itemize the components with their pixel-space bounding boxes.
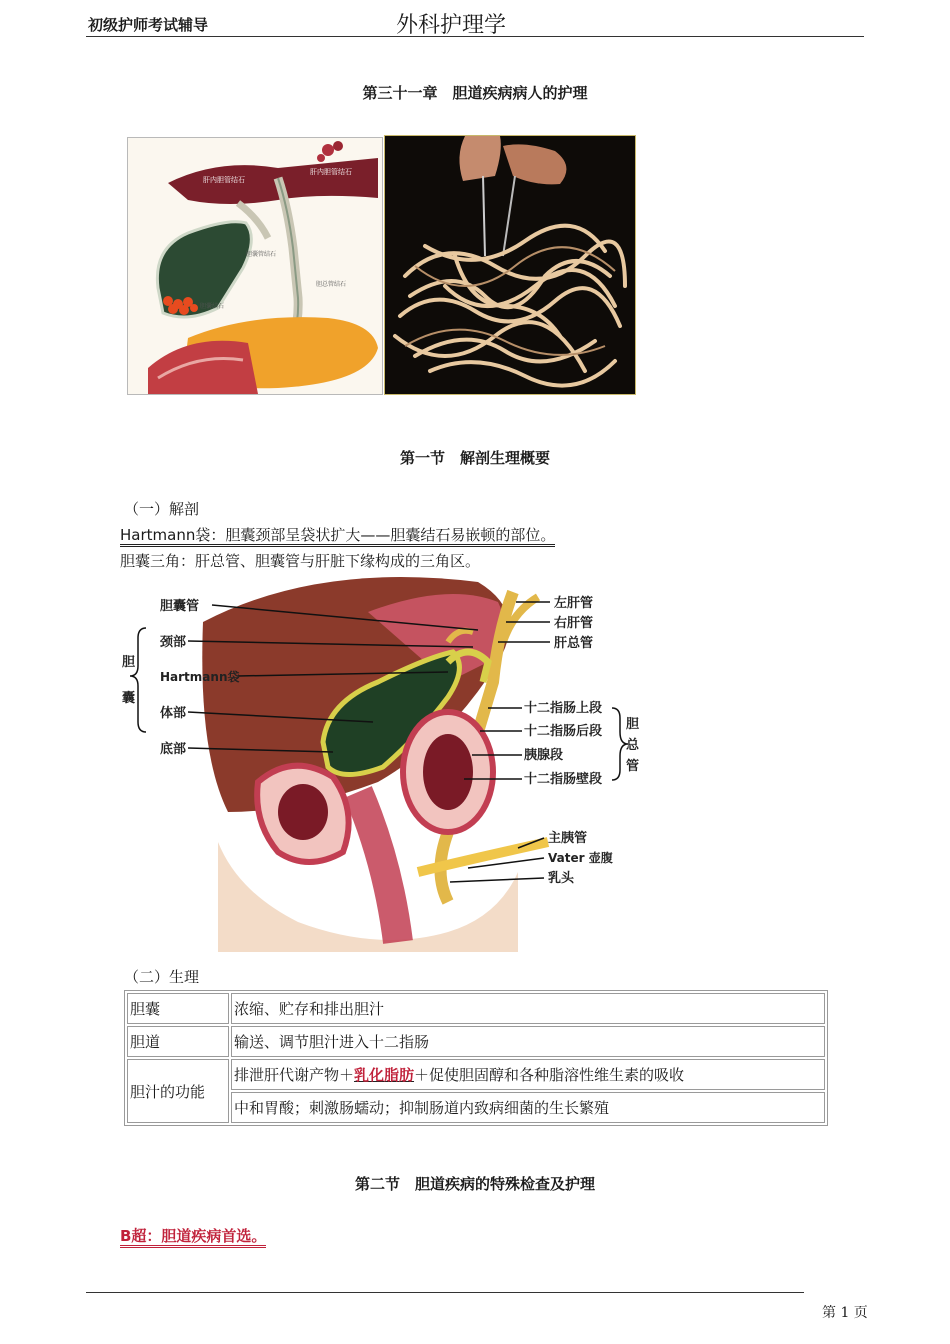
table-row [127, 1059, 825, 1090]
row-key-bile-function: 胆汁的功能 [127, 1059, 229, 1123]
row-value-bile-function-2: 中和胃酸；刺激肠蠕动；抑制肠道内致病细菌的生长繁殖 [231, 1092, 825, 1123]
label-cbd-brace-a: 胆 [626, 717, 640, 732]
label-hartmann: Hartmann袋 [160, 670, 240, 684]
label-right-hepatic: 右肝管 [554, 616, 594, 631]
label-gb-stone: 胆囊结石 [200, 303, 225, 310]
roundworm-photo [384, 135, 636, 395]
hartmann-pouch-note: Hartmann袋：胆囊颈部呈袋状扩大——胆囊结石易嵌顿的部位。 [120, 526, 555, 547]
bile-function-text-a: 排泄肝代谢产物＋ [234, 1066, 355, 1084]
label-gb-brace-a: 胆 [122, 655, 136, 670]
bile-function-text-b: ＋促使胆固醇和各种脂溶性维生素的吸收 [414, 1066, 685, 1084]
section2-title: 第二节 胆道疾病的特殊检查及护理 [354, 1175, 595, 1193]
label-cbd-brace-c: 管 [626, 759, 640, 774]
table-row [127, 1026, 825, 1057]
row-value-bile-duct: 输送、调节胆汁进入十二指肠 [231, 1026, 825, 1057]
label-pancreatic: 胰腺段 [524, 748, 564, 763]
label-left-hepatic: 左肝管 [554, 596, 594, 611]
label-intrahepatic-b: 肝内胆管结石 [310, 168, 352, 176]
physiology-subheading: （二）生理 [124, 968, 200, 986]
physiology-table [124, 990, 828, 1126]
header-center-title: 外科护理学 [396, 13, 507, 38]
label-common-hepatic: 肝总管 [554, 636, 594, 651]
biliary-anatomy-diagram [118, 572, 648, 952]
row-key-gallbladder: 胆囊 [127, 993, 229, 1024]
table-row [127, 993, 825, 1024]
row-key-bile-duct: 胆道 [127, 1026, 229, 1057]
row-value-gallbladder: 浓缩、贮存和排出胆汁 [231, 993, 825, 1024]
label-retroduodenal: 十二指肠后段 [524, 724, 603, 739]
label-papilla: 乳头 [548, 871, 575, 886]
emulsify-fat-highlight: 乳化脂肪 [354, 1066, 415, 1084]
label-neck: 颈部 [160, 635, 187, 650]
footer-rule [86, 1292, 804, 1293]
section1-title: 第一节 解剖生理概要 [399, 449, 550, 467]
label-main-pancreatic: 主胰管 [548, 831, 588, 846]
calot-triangle-note: 胆囊三角：肝总管、胆囊管与肝脏下缘构成的三角区。 [120, 552, 481, 570]
label-intrahepatic-a: 肝内胆管结石 [203, 176, 245, 184]
label-intramural: 十二指肠壁段 [524, 772, 603, 787]
chapter-title: 第三十一章 胆道疾病病人的护理 [362, 84, 588, 102]
label-cbd-brace-b: 总 [626, 738, 640, 753]
label-vater: Vater 壶腹 [548, 851, 613, 865]
label-gb-brace-b: 囊 [122, 691, 136, 706]
header-left-title: 初级护师考试辅导 [88, 16, 209, 34]
label-supraduodenal: 十二指肠上段 [524, 701, 603, 716]
page-number: 第 1 页 [822, 1305, 868, 1321]
label-fundus: 底部 [160, 742, 187, 757]
header-rule [86, 36, 864, 37]
label-body: 体部 [160, 706, 187, 721]
label-cbd-stone: 胆总管结石 [316, 281, 347, 288]
anatomy-subheading: （一）解剖 [124, 500, 200, 518]
label-cystic-stone: 胆囊管结石 [246, 251, 277, 258]
label-gb-duct: 胆囊管 [160, 599, 200, 614]
biliary-stones-illustration [127, 137, 383, 395]
table-row [127, 1092, 825, 1123]
row-value-bile-function-1 [231, 1059, 825, 1090]
b-ultrasound-note: B超：胆道疾病首选。 [120, 1227, 266, 1248]
